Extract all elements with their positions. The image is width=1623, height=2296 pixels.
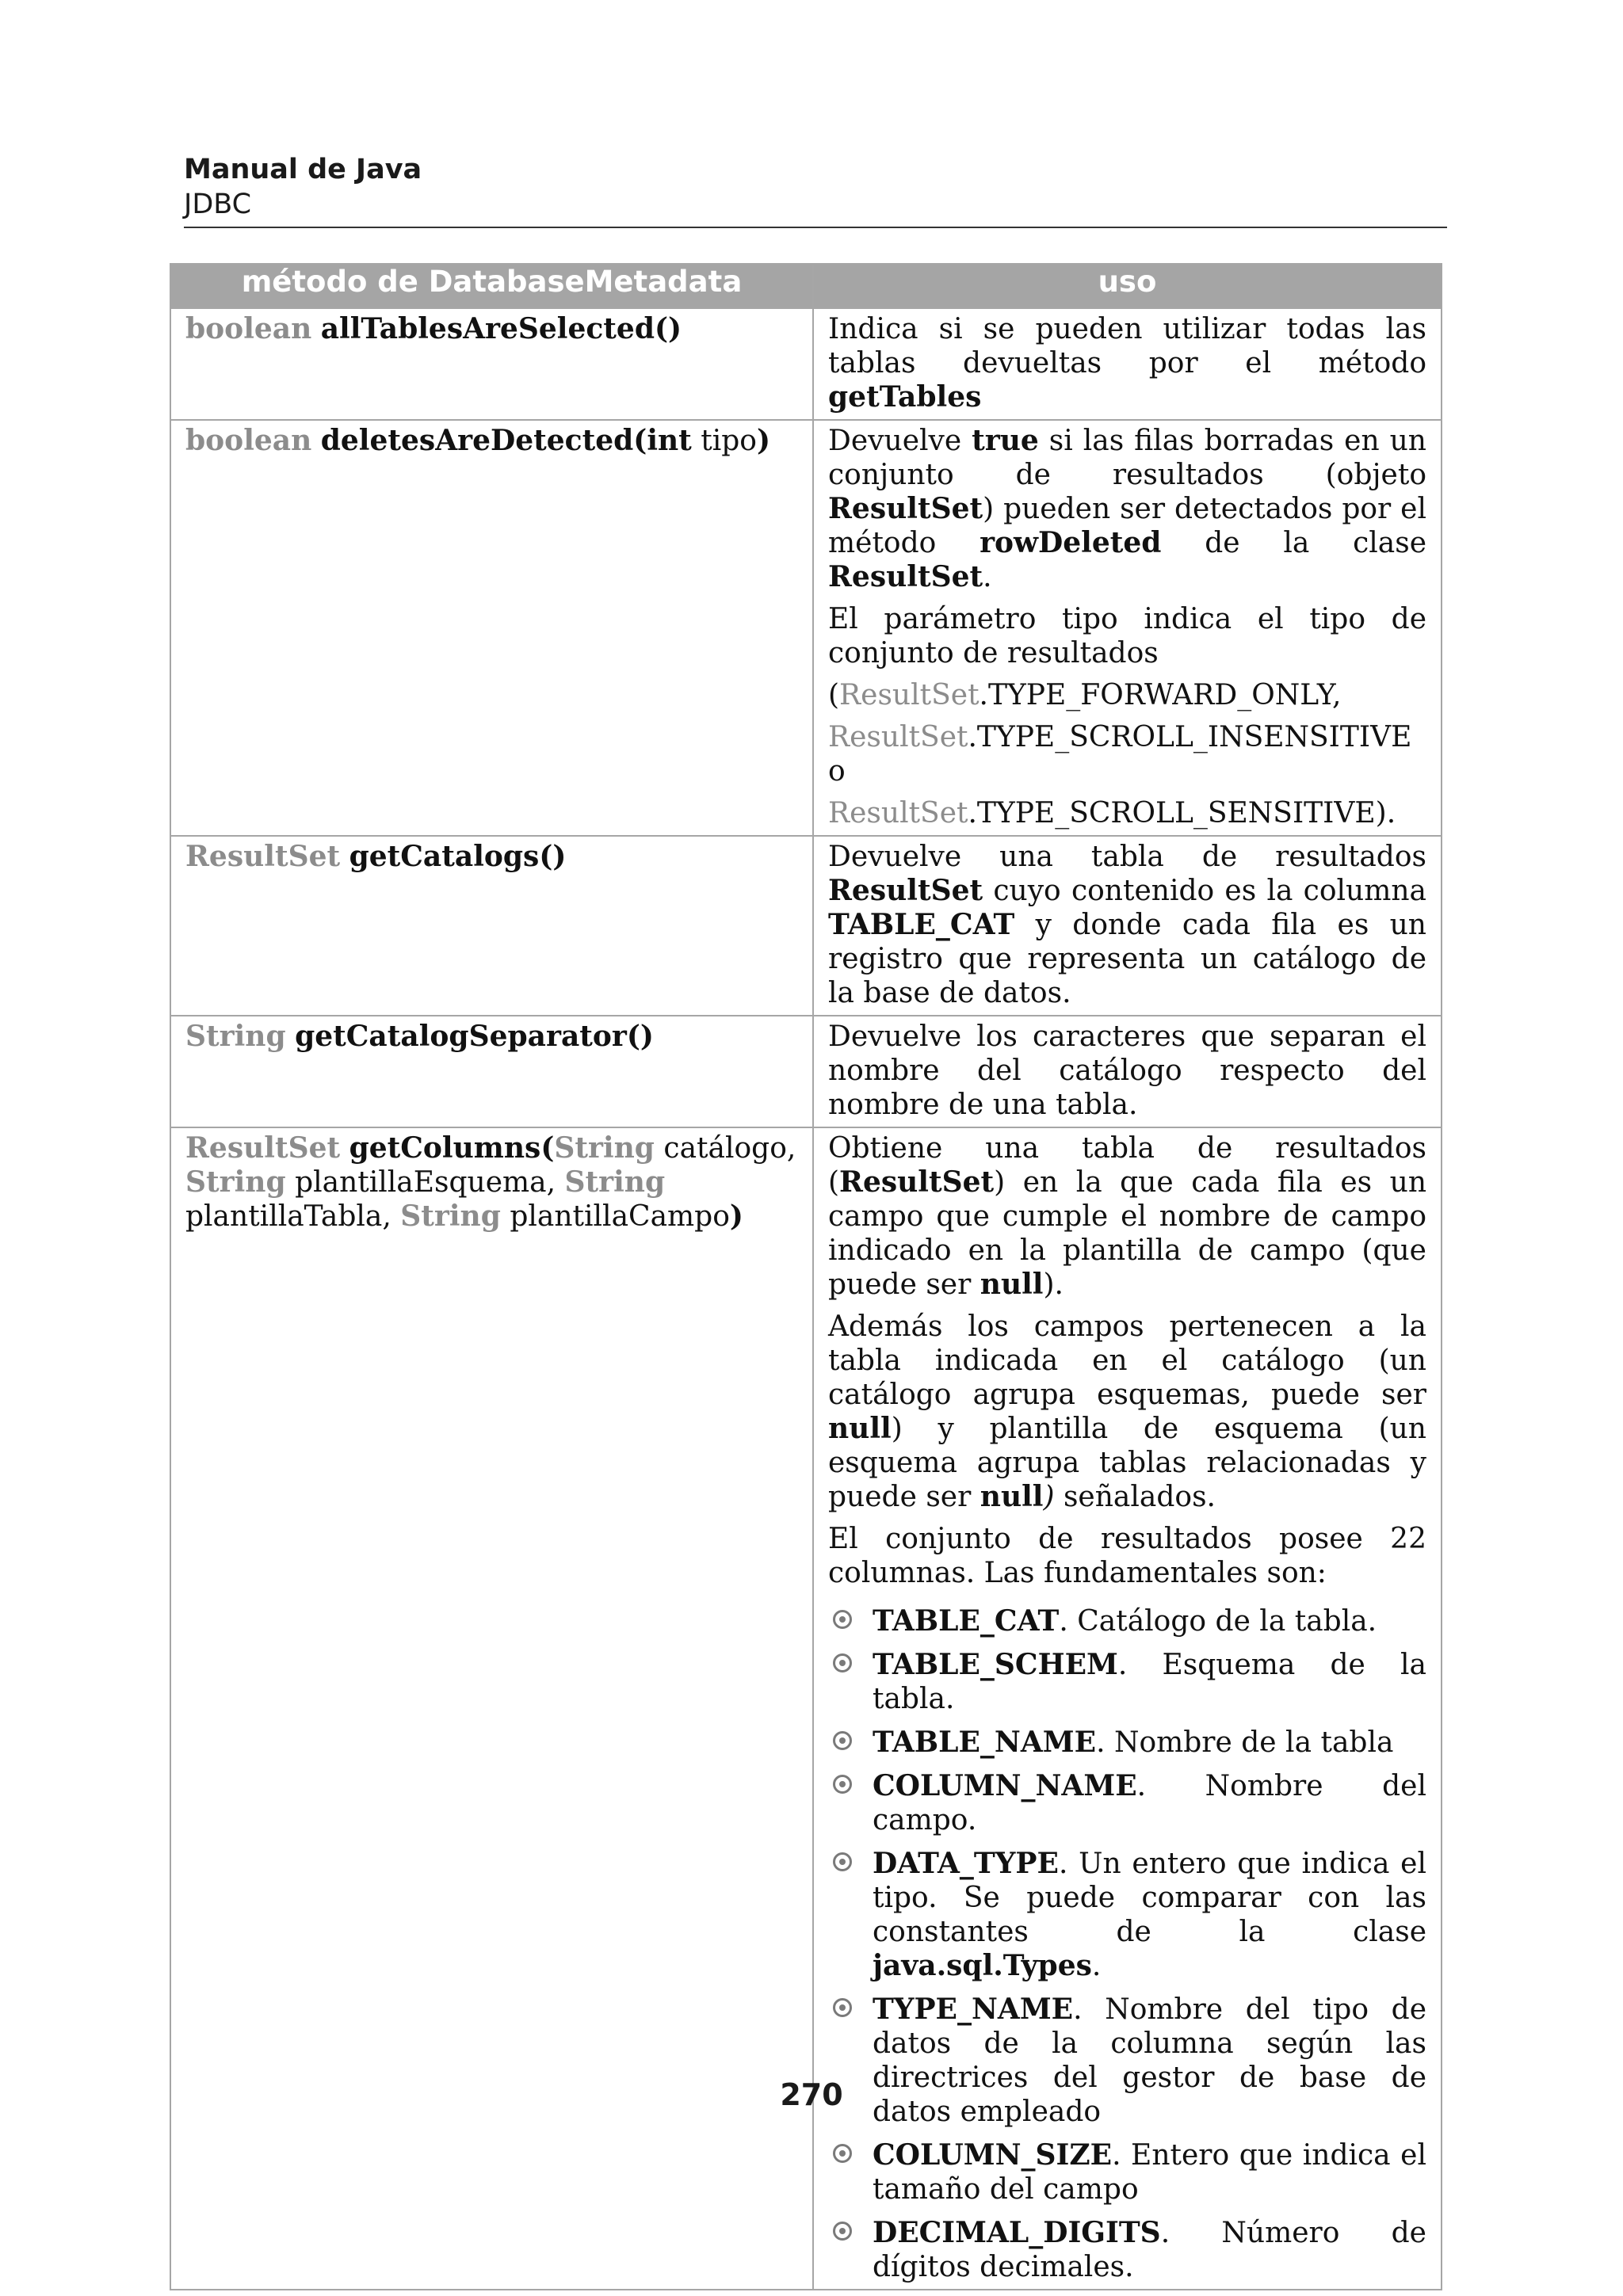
book-title: Manual de Java [184, 154, 422, 185]
description-paragraph: Devuelve los caracteres que separan el nombre del catálogo respecto del nombre de una tabla. [828, 1020, 1426, 1121]
param-name: catálogo, [654, 1132, 796, 1165]
text-run: cuyo contenido es la columna [983, 875, 1426, 907]
class-name: ResultSet [828, 797, 968, 830]
text-run: Indica si se pueden utilizar todas las tablas devueltas por el método [828, 313, 1426, 379]
list-item [828, 1604, 1426, 1638]
column-name: DECIMAL_DIGITS [873, 2216, 1161, 2249]
text-run: Obtiene una tabla de resultados ( [828, 1132, 1426, 1199]
method-signature-cell [170, 836, 813, 1016]
text-run: ) [1043, 1481, 1055, 1513]
table-header-row [170, 264, 1442, 308]
radio-bullet-icon [833, 1653, 852, 1672]
text-run: y donde cada fila es un registro que representa un catálogo de la base de datos. [828, 909, 1426, 1009]
column-name: TABLE_SCHEM [873, 1648, 1118, 1681]
column-description: . Esquema de la tabla. [873, 1649, 1426, 1715]
list-item [828, 1769, 1426, 1837]
column-description: . Un entero que indica el tipo. Se puede comparar con las constantes de la clase [873, 1848, 1426, 1948]
description-paragraph: El conjunto de resultados posee 22 columnas. Las fundamentales son: [828, 1523, 1426, 1589]
text-run: si las filas borradas en un conjunto de resultados (objeto [828, 425, 1426, 491]
column-name: DATA_TYPE [873, 1847, 1059, 1880]
method-signature-cell [170, 1016, 813, 1127]
table-row [170, 1016, 1442, 1127]
table-row [170, 420, 1442, 836]
text-run: Devuelve una tabla de resultados [828, 841, 1426, 873]
column-name: COLUMN_SIZE [873, 2138, 1113, 2172]
text-run: ) y plantilla de esquema (un esquema agrupa tablas relacionadas y puede ser [828, 1413, 1426, 1513]
param-type: String [185, 1165, 286, 1199]
bold-term: ResultSet [828, 492, 983, 525]
column-name: COLUMN_NAME [873, 1769, 1137, 1802]
bold-term: java.sql.Types [873, 1949, 1092, 1982]
constant-line [828, 678, 1426, 712]
bold-term: null [980, 1480, 1044, 1513]
method-description-cell [813, 308, 1442, 420]
column-name: TYPE_NAME [873, 1993, 1074, 2026]
bold-term: ResultSet [828, 560, 983, 593]
bold-term: getTables [828, 380, 982, 414]
return-type: String [185, 1020, 286, 1053]
table-row [170, 308, 1442, 420]
return-type: boolean [185, 312, 312, 345]
param-name: plantillaCampo [500, 1200, 730, 1233]
bold-term: TABLE_CAT [828, 908, 1015, 941]
description-paragraph [828, 1131, 1426, 1302]
databasemetadata-methods-table [170, 263, 1442, 2290]
method-description-cell [813, 1127, 1442, 2290]
constant-line [828, 796, 1426, 830]
method-close: ) [756, 424, 770, 457]
method-name: getColumns( [349, 1131, 555, 1165]
list-item [828, 2138, 1426, 2206]
radio-bullet-icon [833, 1775, 852, 1794]
column-description: . Nombre de la tabla [1096, 1726, 1394, 1759]
bold-term: null [980, 1268, 1044, 1301]
method-description-cell [813, 420, 1442, 836]
description-paragraph: El parámetro tipo indica el tipo de conjunto de resultados [828, 603, 1426, 669]
text-run: ). [1043, 1268, 1064, 1301]
method-signature-cell [170, 308, 813, 420]
text-run: ( [828, 679, 840, 711]
table-row [170, 1127, 1442, 2290]
page-number: 270 [780, 2077, 843, 2112]
column-header-usage: uso [813, 264, 1442, 308]
description-paragraph [828, 312, 1426, 414]
column-description: . Nombre del campo. [873, 1770, 1426, 1836]
text-run: de la clase [1161, 527, 1427, 559]
fundamental-columns-list [828, 1604, 1426, 2284]
method-description-cell [813, 836, 1442, 1016]
text-run: señalados. [1054, 1481, 1216, 1513]
column-name: TABLE_NAME [873, 1726, 1097, 1759]
param-type: String [400, 1199, 501, 1233]
method-signature-cell [170, 420, 813, 836]
radio-bullet-icon [833, 1998, 852, 2017]
column-description: . Catálogo de la tabla. [1059, 1605, 1377, 1638]
column-header-method: método de DatabaseMetadata [170, 264, 813, 308]
column-description: . Nombre del tipo de datos de la columna según las directrices del gestor de base de datos empleado [873, 1993, 1426, 2128]
param-name: plantillaTabla, [185, 1200, 391, 1233]
constant-name: .TYPE_FORWARD_ONLY, [979, 679, 1342, 711]
table-row [170, 836, 1442, 1016]
constant-name: .TYPE_SCROLL_SENSITIVE). [968, 797, 1396, 830]
method-name: getCatalogSeparator() [295, 1020, 654, 1053]
param-name: tipo [691, 425, 757, 457]
radio-bullet-icon [833, 2144, 852, 2163]
class-name: ResultSet [839, 679, 980, 711]
text-run: . [1091, 1950, 1102, 1982]
text-run: Además los campos pertenecen a la tabla indicada en el catálogo (un catálogo agrupa esquemas, puede ser [828, 1310, 1426, 1411]
radio-bullet-icon [833, 1731, 852, 1750]
method-name: getCatalogs() [349, 840, 567, 873]
method-description-cell [813, 1016, 1442, 1127]
bold-term: true [972, 424, 1039, 457]
running-header [184, 152, 1447, 222]
class-name: ResultSet [828, 721, 968, 753]
radio-bullet-icon [833, 1610, 852, 1629]
param-type: String [564, 1165, 666, 1199]
description-paragraph [828, 424, 1426, 594]
param-type: String [554, 1131, 655, 1165]
text-run: ) pueden ser detectados por el método [828, 493, 1426, 559]
param-name: plantillaEsquema, [285, 1166, 556, 1199]
radio-bullet-icon [833, 1852, 852, 1871]
method-signature-cell [170, 1127, 813, 2290]
list-item [828, 1847, 1426, 1983]
constant-line [828, 720, 1426, 788]
param-type: int [647, 424, 692, 457]
bold-term: rowDeleted [980, 526, 1162, 559]
method-close: ) [729, 1199, 743, 1233]
description-paragraph [828, 1310, 1426, 1514]
bold-term: ResultSet [839, 1165, 995, 1199]
return-type: ResultSet [185, 1131, 341, 1165]
method-name: deletesAreDetected( [320, 424, 647, 457]
constant-name: .TYPE_SCROLL_INSENSITIVE o [828, 721, 1412, 788]
header-divider [184, 227, 1447, 228]
text-run: Devuelve [828, 425, 972, 457]
text-run: . [983, 561, 992, 593]
description-paragraph [828, 840, 1426, 1010]
radio-bullet-icon [833, 2222, 852, 2241]
list-item [828, 2216, 1426, 2284]
return-type: ResultSet [185, 840, 341, 873]
column-description: . Número de dígitos decimales. [873, 2217, 1426, 2283]
list-item [828, 1648, 1426, 1716]
text-run: ) en la que cada fila es un campo que cumple el nombre de campo indicado en la plantilla de campo (que puede ser [828, 1166, 1426, 1301]
column-name: TABLE_CAT [873, 1604, 1060, 1638]
return-type: boolean [185, 424, 312, 457]
list-item [828, 1726, 1426, 1760]
column-description: . Entero que indica el tamaño del campo [873, 2139, 1426, 2206]
chapter-title: JDBC [184, 189, 252, 220]
method-name: allTablesAreSelected() [320, 312, 682, 345]
bold-term: ResultSet [828, 874, 983, 907]
bold-term: null [828, 1412, 892, 1445]
